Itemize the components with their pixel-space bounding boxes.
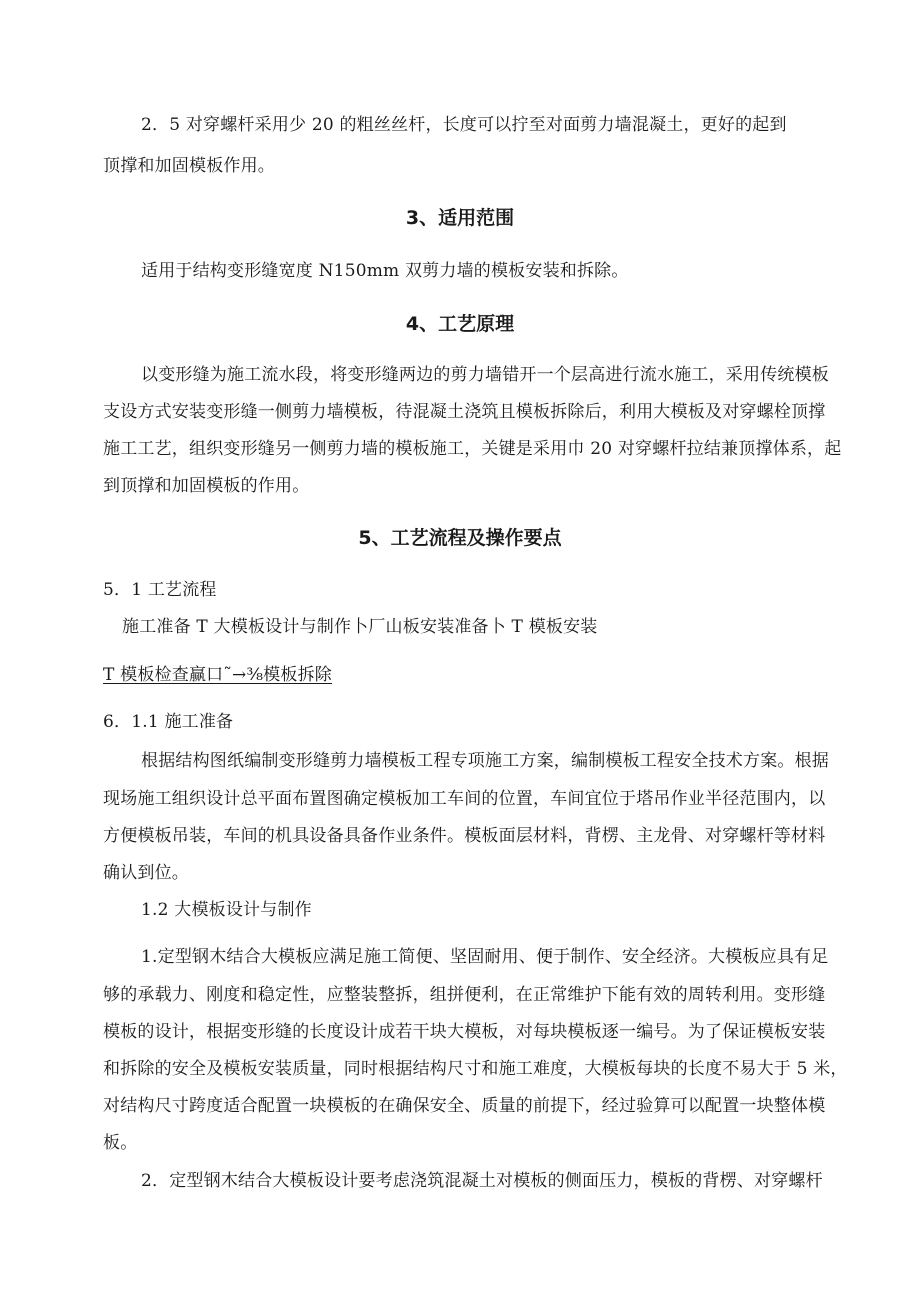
large-formwork-line-1: 1.定型钢木结合大模板应满足施工简便、坚固耐用、便于制作、安全经济。大模板应具有足 — [141, 947, 829, 967]
section-4-line-2: 支设方式安装变形缝一侧剪力墙模板，待混凝土浇筑且模板拆除后，利用大模板及对穿螺栓顶撑 — [103, 402, 826, 422]
construction-prep-line-4: 确认到位。 — [103, 863, 189, 883]
large-formwork-line-6: 板。 — [103, 1133, 138, 1153]
section-3-text: 适用于结构变形缝宽度 N150mm 双剪力墙的模板安装和拆除。 — [141, 261, 629, 281]
formwork-design-item-2-line-1: 2．定型钢木结合大模板设计要考虑浇筑混凝土对模板的侧面压力，模板的背楞、对穿螺杆 — [141, 1171, 823, 1191]
large-formwork-line-5: 对结构尺寸跨度适合配置一块模板的在确保安全、质量的前提下，经过验算可以配置一块整体模 — [103, 1096, 826, 1116]
subsection-6-1-1-title: 6．1.1 施工准备 — [103, 712, 234, 732]
large-formwork-line-4: 和拆除的安全及模板安装质量，同时根据结构尺寸和施工难度，大模板每块的长度不易大于 5 米， — [103, 1059, 848, 1079]
process-flow-line-2: T 模板检查赢口˜→⅜模板拆除 — [103, 665, 332, 685]
large-formwork-line-2: 够的承载力、刚度和稳定性，应整装整拆，组拼便利，在正常维护下能有效的周转利用。变形缝 — [103, 985, 826, 1005]
section-4-line-3: 施工工艺，组织变形缝另一侧剪力墙的模板施工，关键是采用巾 20 对穿螺杆拉结兼顶撑体系，起 — [103, 439, 842, 459]
section-5-heading: 5、工艺流程及操作要点 — [358, 527, 562, 549]
section-4-line-4: 到顶撑和加固模板的作用。 — [103, 476, 310, 496]
subsection-5-1-title: 5．1 工艺流程 — [103, 580, 217, 600]
construction-prep-line-2: 现场施工组织设计总平面布置图确定模板加工车间的位置，车间宜位于塔吊作业半径范围内，以 — [103, 789, 826, 809]
process-flow-line-1: 施工准备 T 大模板设计与制作卜厂山板安装准备卜 T 模板安装 — [122, 617, 598, 637]
para-2-5-line-2: 顶撑和加固模板作用。 — [103, 156, 275, 176]
large-formwork-line-3: 模板的设计，根据变形缝的长度设计成若干块大模板，对每块模板逐一编号。为了保证模板安装 — [103, 1022, 826, 1042]
subsection-1-2-title: 1.2 大模板设计与制作 — [141, 900, 312, 920]
para-2-5-line-1: 2．5 对穿螺杆采用少 20 的粗丝丝杆，长度可以拧至对面剪力墙混凝土，更好的起到 — [141, 115, 787, 135]
construction-prep-line-3: 方便模板吊装，车间的机具设备具备作业条件。模板面层材料，背楞、主龙骨、对穿螺杆等材料 — [103, 826, 826, 846]
section-4-line-1: 以变形缝为施工流水段，将变形缝两边的剪力墙错开一个层高进行流水施工，采用传统模板 — [141, 365, 829, 385]
section-4-heading: 4、工艺原理 — [405, 313, 515, 335]
construction-prep-line-1: 根据结构图纸编制变形缝剪力墙模板工程专项施工方案，编制模板工程安全技术方案。根据 — [141, 751, 829, 771]
section-3-heading: 3、适用范围 — [405, 207, 515, 229]
